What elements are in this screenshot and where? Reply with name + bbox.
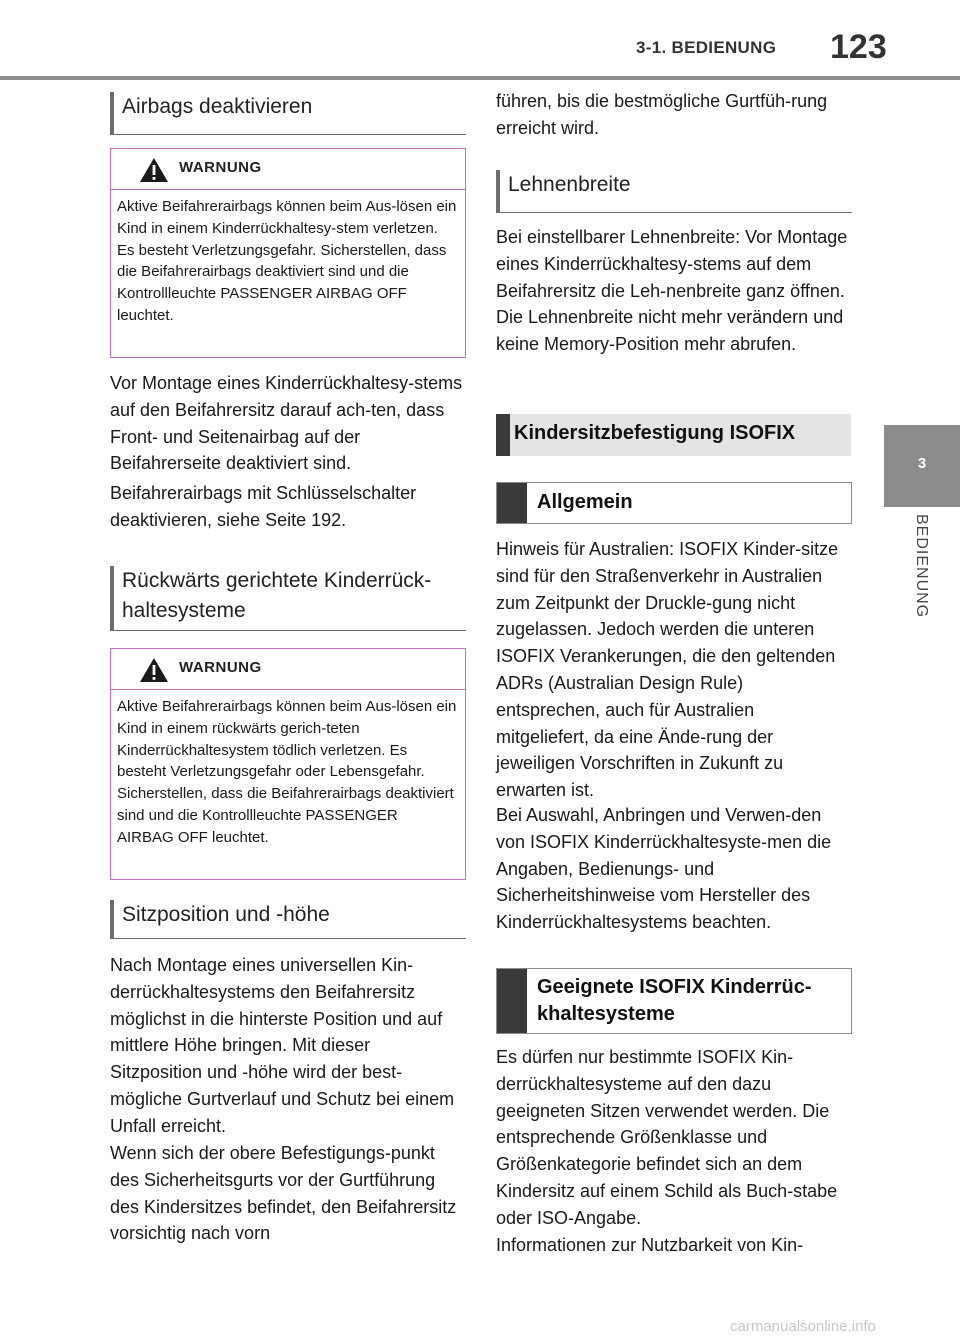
paragraph: Vor Montage eines Kinderrückhaltesy-stems auf den Beifahrersitz darauf ach-ten, dass Front- und Seitenairbag auf der Beifahrerseite deaktiviert sind. — [110, 373, 463, 474]
heading-block-marker — [497, 483, 527, 523]
heading-kindersitzbefestigung-isofix — [496, 414, 851, 456]
heading-text: Rückwärts gerichtete Kinderrück-haltesysteme — [122, 569, 432, 622]
heading-text: Allgemein — [537, 491, 633, 513]
heading-text: Airbags deaktivieren — [122, 95, 313, 118]
heading-rueckwaerts-kinderrueckhaltesysteme — [110, 566, 466, 631]
warning-box-1 — [110, 148, 466, 358]
heading-text: Geeignete ISOFIX Kinderrüc-khaltesysteme — [537, 976, 812, 1025]
paragraph: Hinweis für Australien: ISOFIX Kinder-sitze sind für den Straßenverkehr in Australien zum Zeitpunkt der Druckle-gung nicht zugelassen. Jedoch werden die unteren ISOFIX Verankerungen, die den geltenden ADRs (Australian Design Rule) entsprechen, auch für Australien mitgeliefert, da eine Ände-rung der jeweiligen Vorschriften in Zukunft zu erwarten ist. — [496, 539, 839, 801]
warning-header — [111, 149, 465, 190]
heading-text: Kindersitzbefestigung ISOFIX — [514, 422, 796, 444]
warning-triangle-icon — [139, 657, 169, 683]
warning-title: WARNUNG — [179, 659, 262, 676]
heading-geeignete-isofix — [496, 968, 852, 1034]
paragraph-continuation: führen, bis die bestmögliche Gurtfüh-rung erreicht wird. — [496, 91, 828, 138]
warning-box-2 — [110, 648, 466, 880]
heading-text: Lehnenbreite — [508, 173, 631, 196]
header-divider — [0, 76, 960, 80]
heading-block-marker — [497, 969, 527, 1033]
running-header-section: 3-1. BEDIENUNG — [636, 38, 777, 57]
heading-text: Sitzposition und -höhe — [122, 903, 330, 926]
paragraph: Wenn sich der obere Befestigungs-punkt des Sicherheitsgurts vor der Gurtführung des Kindersitzes befindet, den Beifahrersitz vorsichtig nach vorn — [110, 1143, 457, 1244]
page-number: 123 — [830, 28, 887, 66]
paragraph: Nach Montage eines universellen Kin-derrückhaltesystems den Beifahrersitz möglichst in die hinterste Position und auf mittlere Höhe bringen. Mit dieser Sitzposition und -höhe wird der best-mögliche Gurtverlauf und Schutz bei einem Unfall erreicht. — [110, 955, 455, 1136]
chapter-label: BEDIENUNG — [913, 514, 930, 619]
warning-header — [111, 649, 465, 690]
paragraph: Bei einstellbarer Lehnenbreite: Vor Montage eines Kinderrückhaltesy-stems auf dem Beifahrersitz die Leh-nenbreite ganz öffnen. Die Lehnenbreite nicht mehr verändern und keine Memory-Position mehr abrufen. — [496, 227, 848, 355]
paragraph: Beifahrerairbags mit Schlüsselschalter deaktivieren, siehe Seite 192. — [110, 483, 417, 530]
paragraph: Es dürfen nur bestimmte ISOFIX Kin-derrückhaltesysteme auf den dazu geeigneten Sitzen verwendet werden. Die entsprechende Größenklasse und Größenkategorie befindet sich an dem Kindersitz auf einem Schild als Buch-stabe oder ISO-Angabe. — [496, 1047, 838, 1228]
heading-allgemein — [496, 482, 852, 524]
warning-text: Aktive Beifahrerairbags können beim Aus-lösen ein Kind in einem rückwärts gerich-teten Kinderrückhaltesystem tödlich verletzen. Es besteht Verletzungsgefahr oder Lebensgefahr. Sicherstellen, dass die Beifahrerairbags deaktiviert sind und die Kontrollleuchte PASSENGER AIRBAG OFF leuchtet. — [117, 698, 457, 846]
paragraph: Bei Auswahl, Anbringen und Verwen-den von ISOFIX Kinderrückhaltesyste-men die Angaben, Bedienungs- und Sicherheitshinweise vom Hersteller des Kinderrückhaltesystems beachten. — [496, 805, 832, 933]
warning-triangle-icon — [139, 157, 169, 183]
heading-sitzposition — [110, 900, 466, 939]
watermark: carmanualsonline.info — [730, 1318, 876, 1335]
heading-lehnenbreite — [496, 170, 852, 213]
paragraph: Informationen zur Nutzbarkeit von Kin- — [496, 1235, 804, 1255]
chapter-tab[interactable]: 3 — [884, 425, 960, 507]
warning-text: Aktive Beifahrerairbags können beim Aus-lösen ein Kind in einem Kinderrückhaltesy-stem verletzen. Es besteht Verletzungsgefahr. Sicherstellen, dass die Beifahrerairbags deaktiviert sind und die Kontrollleuchte PASSENGER AIRBAG OFF leuchtet. — [117, 198, 457, 324]
heading-airbags-deaktivieren — [110, 92, 466, 135]
warning-title: WARNUNG — [179, 159, 262, 176]
